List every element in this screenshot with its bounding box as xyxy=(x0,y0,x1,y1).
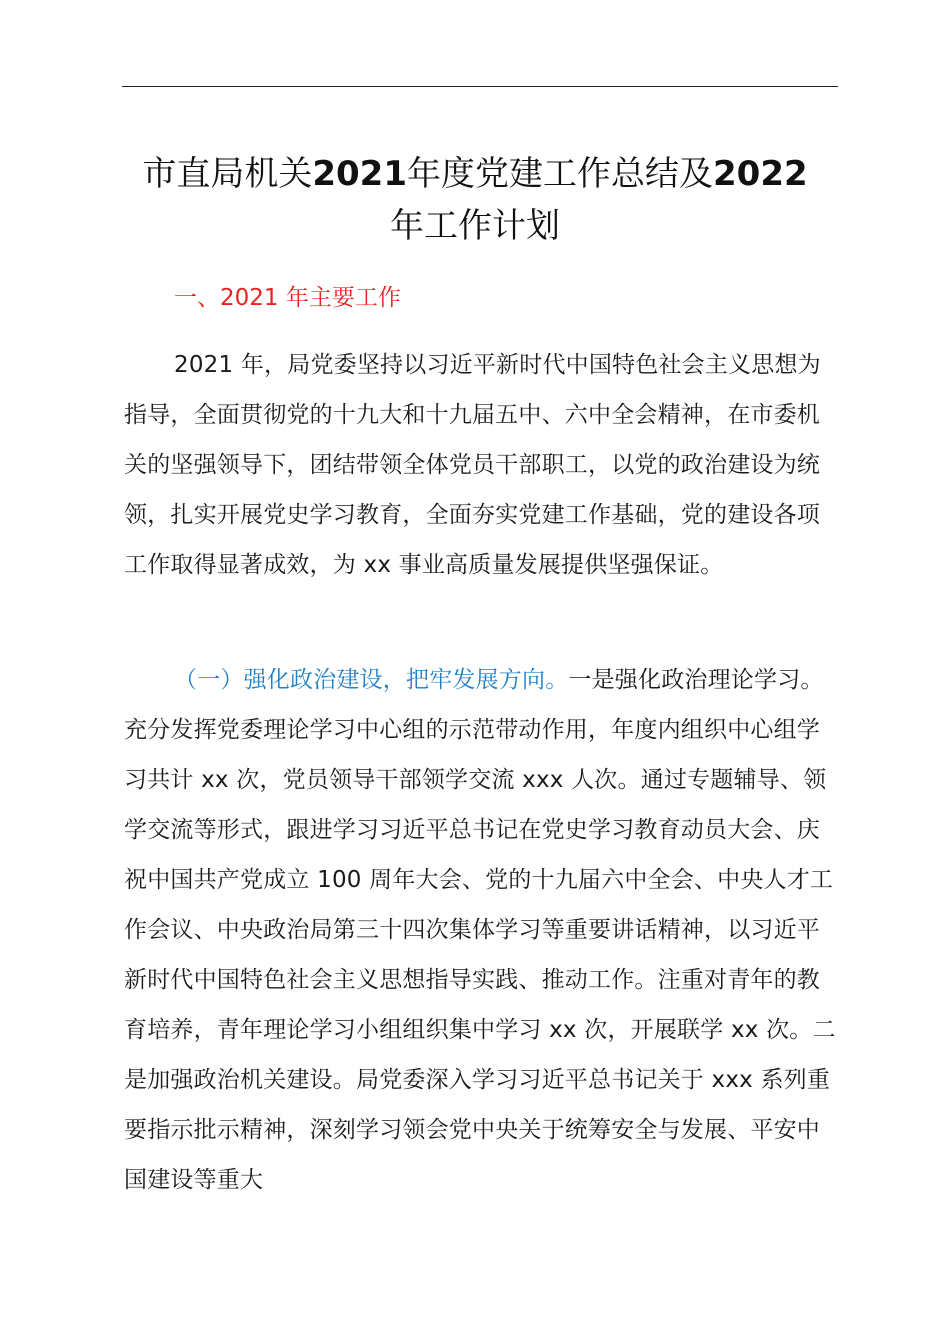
title-part3: 年工作计划 xyxy=(390,206,560,246)
title-year2: 2022 xyxy=(713,154,808,194)
paragraph-2 xyxy=(124,655,836,1205)
section1-heading: 一、2021 年主要工作 xyxy=(174,285,401,311)
title-part1: 市直局机关 xyxy=(142,154,313,194)
title-part2: 年度党建工作总结及 xyxy=(407,154,713,194)
paragraph-2-body: 一是强化政治理论学习。充分发挥党委理论学习中心组的示范带动作用，年度内组织中心组学习共计 xx 次，党员领导干部领学交流 xxx 人次。通过专题辅导、领学交流等形式，跟进学习习近平总书记在党史学习教育动员大会、庆祝中国共产党成立 100 周年大会、党的十九届六中全会、中央人才工作会议、中央政治局第三十四次集体学习等重要讲话精神，以习近平新时代中国特色社会主义思想指导实践、推动工作。注重对青年的教育培养，青年理论学习小组组织集中学习 xx 次，开展联学 xx 次。二是加强政治机关建设。局党委深入学习习近平总书记关于 xxx 系列重要指示批示精神，深刻学习领会党中央关于统筹安全与发展、平安中国建设等重大 xyxy=(124,667,836,1193)
title-year1: 2021 xyxy=(312,154,407,194)
document-title xyxy=(110,148,840,252)
paragraph-1: 2021 年，局党委坚持以习近平新时代中国特色社会主义思想为指导，全面贯彻党的十九大和十九届五中、六中全会精神，在市委机关的坚强领导下，团结带领全体党员干部职工，以党的政治建设为统领，扎实开展党史学习教育，全面夯实党建工作基础，党的建设各项工作取得显著成效，为 xx 事业高质量发展提供坚强保证。 xyxy=(124,352,821,578)
subsection1-heading: （一）强化政治建设，把牢发展方向。 xyxy=(174,667,569,693)
header-rule xyxy=(122,86,838,87)
